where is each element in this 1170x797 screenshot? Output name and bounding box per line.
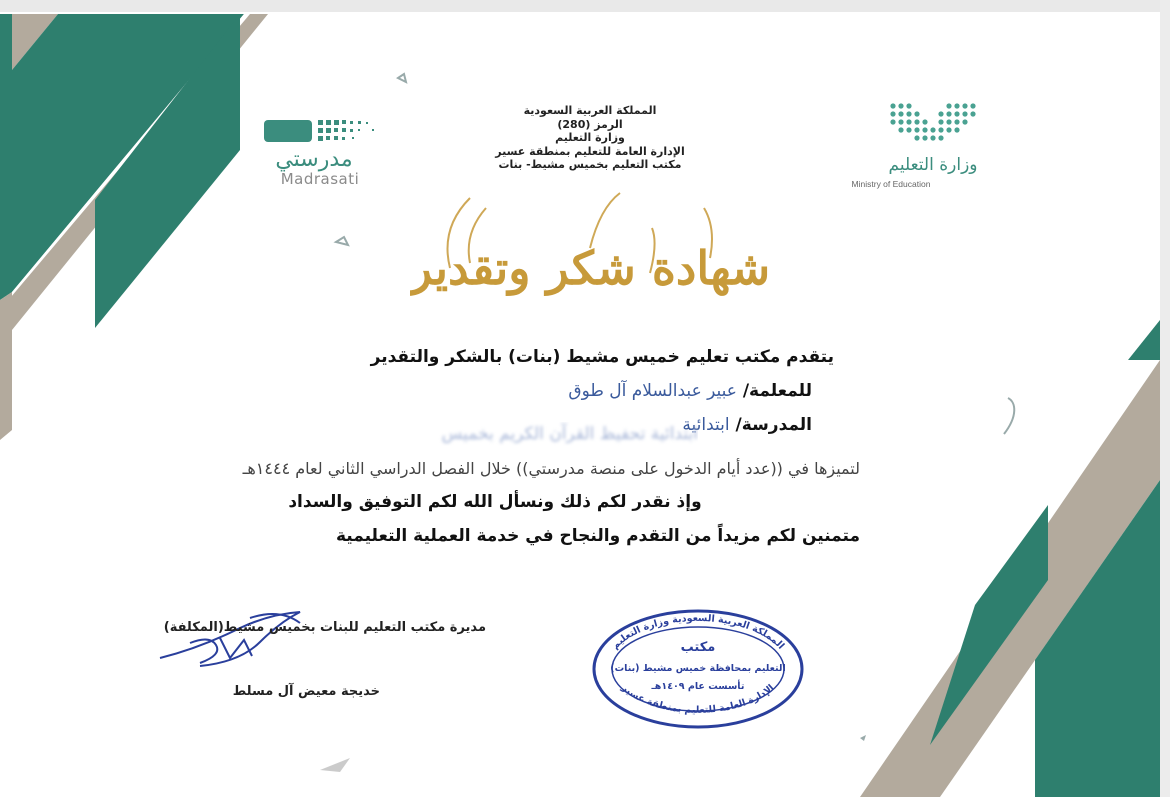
madrasati-name-en: Madrasati xyxy=(280,170,360,188)
distinction-line: لتميزها في ((عدد أيام الدخول على منصة مدرستي)) خلال الفصل الدراسي الثاني لعام ١٤٤٤هـ xyxy=(242,459,860,478)
certificate-title xyxy=(410,188,770,318)
mark-5 xyxy=(860,735,866,741)
school-label: المدرسة/ xyxy=(735,415,812,435)
header-line: المملكة العربية السعودية xyxy=(523,104,657,117)
wishes-line: متمنين لكم مزيداً من التقدم والنجاح في خدمة العملية التعليمية xyxy=(335,526,860,546)
certificate-message xyxy=(130,454,860,552)
institution-header xyxy=(470,104,710,172)
ministry-dots-icon xyxy=(890,103,975,140)
right-edge xyxy=(1160,0,1170,797)
stamp-center-2: التعليم بمحافظة خميس مشيط (بنات) xyxy=(610,663,786,674)
stamp-center-1: مكتب xyxy=(680,640,716,655)
mark-2 xyxy=(336,237,348,245)
signatory-name: خديجة معيض آل مسلط xyxy=(232,684,380,699)
top-edge xyxy=(0,0,1170,12)
school-name-first-word: ابتدائية xyxy=(682,415,730,435)
ministry-name-ar: وزارة التعليم xyxy=(888,155,978,175)
official-stamp xyxy=(588,605,808,733)
header-line: مكتب التعليم بخميس مشيط- بنات xyxy=(498,158,682,171)
ministry-of-education-logo xyxy=(845,98,985,194)
madrasati-book-icon xyxy=(264,120,312,142)
header-line: الإدارة العامة للتعليم بمنطقة عسير xyxy=(495,144,685,158)
stamp-center-3: تأسست عام ١٤٠٩هـ xyxy=(651,681,745,692)
header-line: الرمز (280) xyxy=(557,117,623,131)
teacher-name: عبير عبدالسلام آل طوق xyxy=(568,381,737,401)
stripe-teal-right-tip xyxy=(1128,320,1160,360)
school-name-blurred xyxy=(368,422,698,446)
appreciation-line: وإذ نقدر لكم ذلك ونسأل الله لكم التوفيق والسداد xyxy=(288,492,702,512)
madrasati-dots-icon xyxy=(318,120,374,141)
handwritten-signature xyxy=(150,598,310,678)
ministry-name-en: Ministry of Education xyxy=(851,179,931,189)
header-line: وزارة التعليم xyxy=(555,131,625,144)
stamp-top-path: المملكة العربية السعودية وزارة التعليم xyxy=(609,612,787,652)
mark-1 xyxy=(398,74,406,82)
stripe-teal-left-edge xyxy=(0,14,12,300)
teacher-line xyxy=(114,374,834,408)
madrasati-logo xyxy=(262,110,397,188)
intro-line: يتقدم مكتب تعليم خميس مشيط (بنات) بالشكر والتقدير xyxy=(370,347,834,367)
signatory-title: مديرة مكتب التعليم للبنات بخميس مشيط(المكلفة) xyxy=(163,620,486,635)
madrasati-name-ar: مدرستي xyxy=(275,147,353,172)
teacher-label: للمعلمة/ xyxy=(742,381,812,401)
stamp-bottom-path: الإدارة العامة للتعليم بمنطقة عسير xyxy=(619,682,777,716)
school-name: ابتدائية تحفيظ القرآن الكريم بخميس xyxy=(441,424,698,444)
certificate-title-text: شهادة شكر وتقدير xyxy=(410,241,770,295)
mark-3 xyxy=(1004,398,1014,434)
mark-4 xyxy=(320,758,350,772)
